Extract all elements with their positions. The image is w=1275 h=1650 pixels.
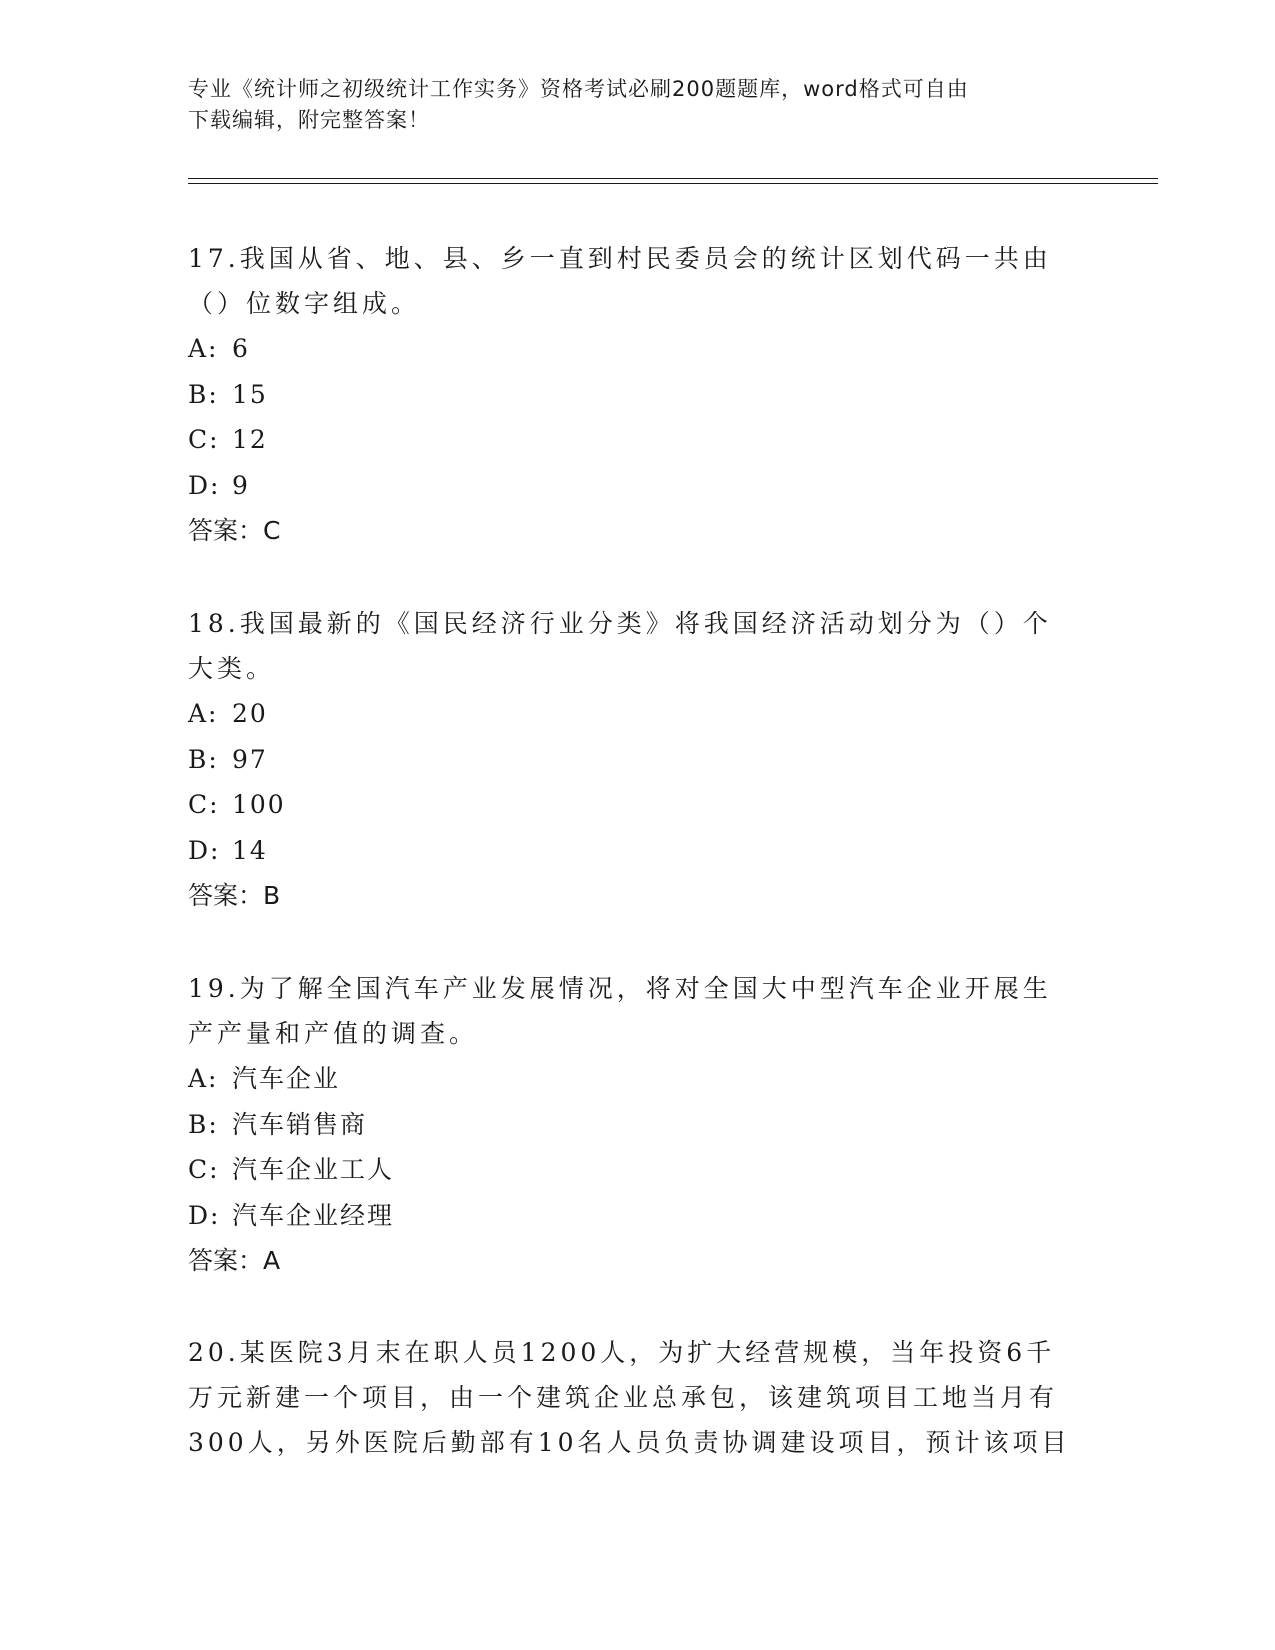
option-letter: D: [188, 470, 221, 500]
question-stem: 20.某医院3月末在职人员1200人，为扩大经营规模，当年投资6千万元新建一个项目，由一个建筑企业总承包，该建筑项目工地当月有300人，另外医院后勤部有10名人员负责协调建设项目，预计该项目 [188, 1338, 1071, 1457]
option-c [188, 782, 1078, 828]
question-19 [188, 966, 1078, 1284]
option-text: 汽车销售商 [232, 1109, 368, 1139]
option-d [188, 828, 1078, 874]
option-d [188, 463, 1078, 509]
option-text: 汽车企业 [232, 1064, 341, 1093]
question-17 [188, 236, 1078, 554]
option-b [188, 737, 1078, 783]
question-stem: 17.我国从省、地、县、乡一直到村民委员会的统计区划代码一共由（）位数字组成。 [188, 244, 1052, 318]
option-letter: B: [188, 1109, 219, 1139]
option-letter: A: [188, 699, 219, 728]
option-text: 20 [232, 699, 268, 728]
option-letter: C: [188, 425, 220, 454]
question-18 [188, 601, 1078, 919]
option-b [188, 1102, 1078, 1148]
question-stem: 18.我国最新的《国民经济行业分类》将我国经济活动划分为（）个大类。 [188, 609, 1052, 683]
header-line-1: 专业《统计师之初级统计工作实务》资格考试必刷200题题库，word格式可自由 [188, 77, 969, 101]
option-a [188, 691, 1078, 737]
option-text: 97 [232, 744, 268, 774]
option-text: 汽车企业经理 [232, 1200, 395, 1230]
option-text: 汽车企业工人 [232, 1155, 395, 1184]
header-divider-top [188, 178, 1158, 179]
option-letter: D: [188, 835, 221, 865]
answer-line: 答案：C [188, 516, 281, 545]
header-line-2: 下载编辑，附完整答案！ [188, 108, 430, 132]
header-divider-bottom [188, 183, 1158, 184]
option-text: 15 [232, 379, 268, 409]
option-letter: B: [188, 744, 219, 774]
option-letter: A: [188, 1064, 219, 1093]
option-letter: D: [188, 1200, 221, 1230]
option-letter: C: [188, 790, 220, 819]
option-letter: A: [188, 334, 219, 363]
document-header [188, 74, 1088, 136]
option-a [188, 1056, 1078, 1102]
option-letter: C: [188, 1155, 220, 1184]
option-text: 12 [232, 425, 268, 454]
option-b [188, 372, 1078, 418]
option-text: 14 [232, 835, 268, 865]
question-stem: 19.为了解全国汽车产业发展情况，将对全国大中型汽车企业开展生产产量和产值的调查。 [188, 974, 1052, 1048]
question-20 [188, 1330, 1078, 1465]
option-a [188, 326, 1078, 372]
option-c [188, 1147, 1078, 1193]
option-text: 9 [232, 470, 250, 500]
option-c [188, 417, 1078, 463]
answer-line: 答案：B [188, 881, 281, 910]
answer-line: 答案：A [188, 1246, 281, 1275]
option-text: 100 [232, 790, 286, 819]
option-d [188, 1193, 1078, 1239]
option-letter: B: [188, 379, 219, 409]
option-text: 6 [232, 334, 250, 363]
